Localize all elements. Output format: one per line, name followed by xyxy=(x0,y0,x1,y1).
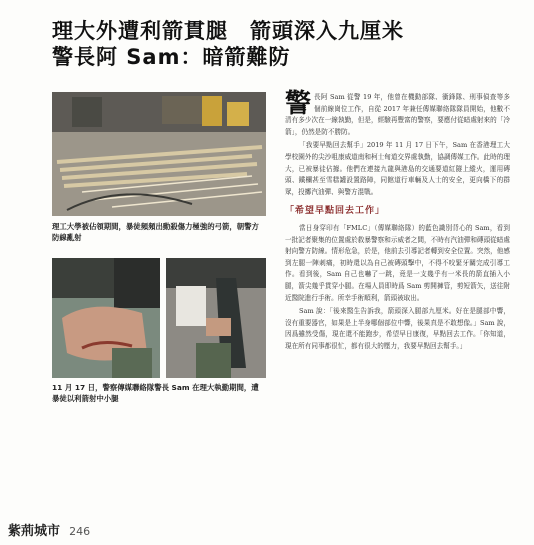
article-subheading: 「希望早點回去工作」 xyxy=(285,206,386,217)
headline-line2: 警長阿 Sam：暗箭難防 xyxy=(52,45,291,69)
article-paragraph: 當日身穿印有「FMLC」（傳媒聯絡隊）的藍色識別背心的 Sam，看到一批記者聚集的位置處於救暴警察和示威者之間，不時有汽油彈和磚頭從暗處射向警方防線。情形危急，於是，他前去引導記者轉到安全位置。突然，他感到左腿一陣刺痛，初時還以為自己被磚頭擊中，不得不咬緊牙關完成引導工作。看到後，Sam 自己也嚇了一跳，竟是一支幾乎有一米長的箭直插入小腿，箭尖幾乎貫穿小腿。在場人員即時爲 Sam 剪開褲管，剪短箭矢，送往附近醫院進行手術。所幸手術順利，箭頭被取出。 xyxy=(285,223,510,302)
headline-line1: 理大外遭利箭貫腿 箭頭深入九厘米 xyxy=(52,19,404,43)
article-paragraph: Sam 說：「後來醫生告訴我，箭頭深入腿部九厘米。好在是腿部中響，沒有重要器官，如果是上半身哪個部位中響，後果真是不敢想像。」Sam 說，因爲雖然受傷，現在還不能跑步，希望早日康復，早點回去工作。「你知道，現在所有同事都很忙，都有很大的壓力，我要早點回去幫手。」 xyxy=(285,307,510,350)
headline xyxy=(52,18,512,70)
wounded-leg-image xyxy=(52,258,160,378)
article-paragraph: 警長阿 Sam 從警 19 年，他曾在機動部隊、衝鋒隊、刑事偵查等多個前線崗位工作，自從 2017 年兼任傳媒聯絡隊隊員開始，他數不清有多少次在一線執勤，但是，經驗再豐富的警察，要應付從暗處射來的「冷箭」，仍然是防不勝防。 xyxy=(285,89,510,136)
page-footer xyxy=(8,520,90,539)
arrow-in-leg-photo xyxy=(166,258,266,378)
article-paragraph: 「我要早點回去幫手」2019 年 11 月 17 日下午，Sam 在香港理工大學校園外的尖沙咀康威道南和柯士甸道交界處執勤，協調傳媒工作。此時的理大，已被暴徒佔據。他們在連接九龍與港島的交通要道紅隧上縱火，運用磚頭、鐵欄甚至雪糕罐設置路障，同館道行車輛及人士的安全，更向橋下的群眾，投擲汽油彈、與警方混戰。 xyxy=(285,141,510,196)
arrow-in-leg-image xyxy=(166,258,266,378)
arrows-photo xyxy=(52,92,266,216)
page-number: 246 xyxy=(69,525,91,538)
photo1-caption: 理工大學被佔領期間，暴徒頻頻出動殺傷力極強的弓箭，朝警方防線亂射 xyxy=(52,222,259,242)
wounded-leg-photo xyxy=(52,258,160,378)
article-column xyxy=(285,89,510,354)
photo2-caption: 11 月 17 日，警察傳媒聯絡隊警長 Sam 在理大執勤期間，遭暴徒以利箭射中小腿 xyxy=(52,383,259,403)
arrows-photo-image xyxy=(52,92,266,216)
dropcap: 警 xyxy=(285,89,312,119)
magazine-logo: 紫荊城市 xyxy=(8,524,61,539)
